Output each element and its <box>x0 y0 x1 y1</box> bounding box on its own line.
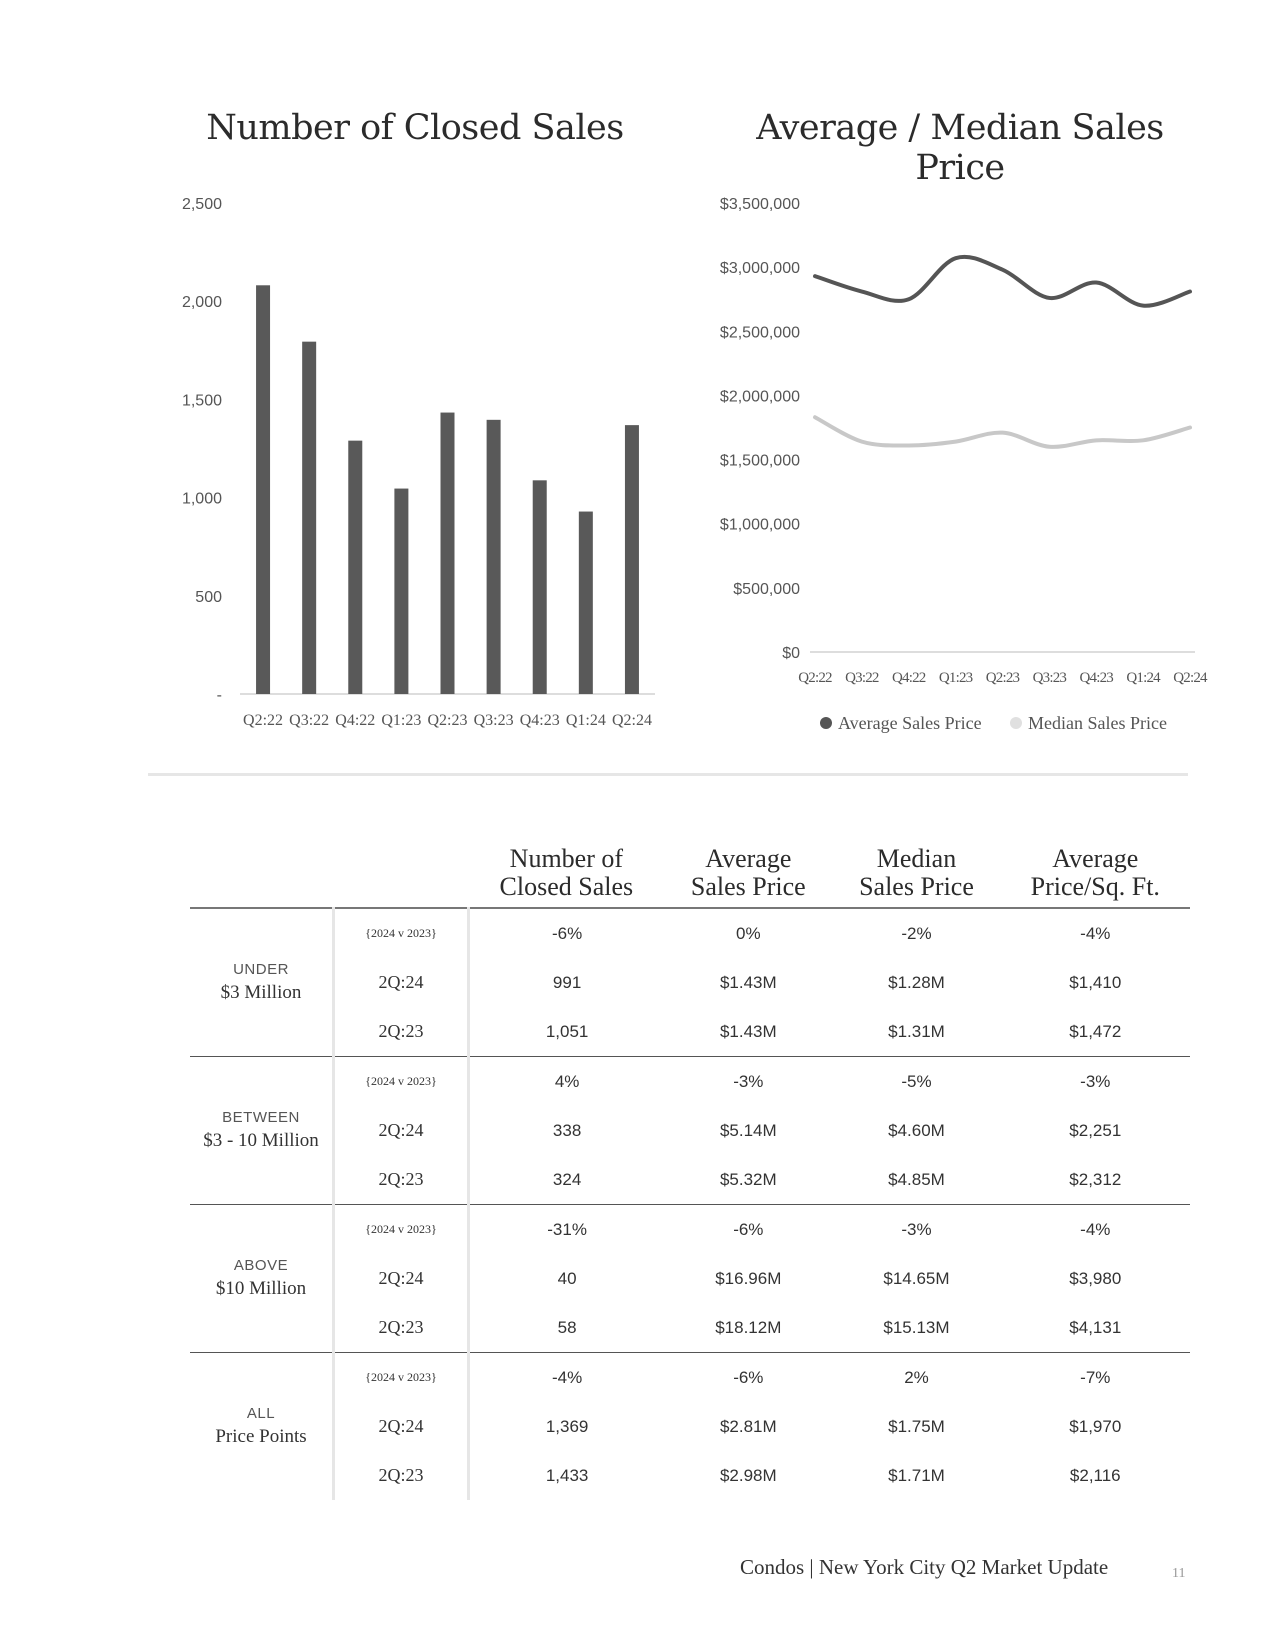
closed-sales-chart <box>0 0 680 740</box>
table-cell: -3% <box>733 1071 764 1091</box>
table-cell: $5.14M <box>719 1120 777 1140</box>
price-group <box>190 1057 1190 1205</box>
x-tick-label: Q1:23 <box>381 712 422 729</box>
table-cell: -3% <box>1080 1071 1111 1091</box>
table-cell: -4% <box>551 1367 583 1387</box>
table-cell: -5% <box>901 1071 932 1091</box>
group-label-bottom: $3 Million <box>220 982 302 1003</box>
table-cell: 324 <box>552 1169 582 1189</box>
x-tick-label: Q4:23 <box>519 712 560 729</box>
table-cell: $2.81M <box>719 1416 777 1436</box>
table-cell: 991 <box>552 972 582 992</box>
price-group <box>190 1353 1190 1501</box>
table-row <box>190 908 1190 958</box>
y-tick-label: 2,500 <box>181 196 222 213</box>
group-label-top: UNDER <box>233 961 289 978</box>
table-cell: -31% <box>547 1219 587 1239</box>
period-label: {2024 v 2023} <box>334 1353 469 1403</box>
table-row <box>190 1402 1190 1451</box>
group-label <box>190 1057 334 1205</box>
period-label: 2Q:24 <box>334 1106 469 1155</box>
table-row <box>190 1451 1190 1500</box>
table-cell: -2% <box>901 923 932 943</box>
table-row <box>190 1007 1190 1057</box>
x-tick-label: Q2:24 <box>611 712 652 729</box>
y-tick-label: $1,500,000 <box>719 452 800 470</box>
table-row <box>190 1353 1190 1403</box>
table-cell: $4,131 <box>1069 1317 1122 1337</box>
x-tick-label: Q3:23 <box>473 712 514 729</box>
period-label: 2Q:23 <box>334 1007 469 1057</box>
page-number: 11 <box>1172 1566 1186 1581</box>
group-label <box>190 908 334 1057</box>
y-tick-label: $3,000,000 <box>719 260 800 278</box>
bar <box>441 413 455 694</box>
column-header: Median Sales Price <box>859 844 974 901</box>
table-cell: -6% <box>551 923 583 943</box>
group-label-bottom: Price Points <box>215 1426 307 1447</box>
table-cell: $16.96M <box>715 1268 782 1288</box>
table-cell: -4% <box>1080 923 1111 943</box>
table-cell: $1.43M <box>719 972 777 992</box>
table-cell: 0% <box>736 923 761 943</box>
table-cell: $4.60M <box>888 1120 945 1140</box>
price-group <box>190 908 1190 1057</box>
market-table <box>190 845 1190 1500</box>
table-cell: $1.75M <box>888 1416 945 1436</box>
group-label-top: ALL <box>246 1405 276 1422</box>
y-tick-label: $2,000,000 <box>719 388 800 406</box>
table-cell: $2.98M <box>719 1465 777 1485</box>
table-row <box>190 1106 1190 1155</box>
y-tick-label: $500,000 <box>733 580 800 598</box>
bar <box>625 425 639 694</box>
period-label: 2Q:23 <box>334 1155 469 1205</box>
header-blank <box>334 845 469 908</box>
table-cell: $14.65M <box>883 1268 950 1288</box>
bar <box>256 285 270 694</box>
table-cell: 58 <box>557 1317 577 1337</box>
table-cell: $2,116 <box>1069 1465 1121 1485</box>
y-tick-label: 1,500 <box>181 392 222 410</box>
bar <box>394 489 408 694</box>
price-group <box>190 1205 1190 1353</box>
table-row <box>190 1254 1190 1303</box>
header-blank <box>190 845 334 908</box>
bar <box>487 420 501 694</box>
bar <box>302 342 316 694</box>
table-cell: $1.71M <box>888 1465 945 1485</box>
series-line-median <box>815 417 1190 447</box>
table-row <box>190 1205 1190 1255</box>
bar <box>533 480 547 694</box>
table-cell: -4% <box>1080 1219 1111 1239</box>
table-cell: -3% <box>901 1219 932 1239</box>
table-cell: 1,433 <box>545 1465 589 1485</box>
table-cell: -6% <box>733 1367 764 1387</box>
group-label-top: ABOVE <box>233 1257 289 1274</box>
table-cell: $1,410 <box>1069 972 1122 992</box>
table-cell: -6% <box>733 1219 764 1239</box>
x-tick-label: Q3:23 <box>1032 670 1067 686</box>
x-tick-label: Q1:24 <box>565 712 606 729</box>
table-row <box>190 1303 1190 1353</box>
table-cell: -7% <box>1080 1367 1111 1387</box>
x-tick-label: Q4:23 <box>1079 670 1114 686</box>
table-row <box>190 1155 1190 1205</box>
period-label: 2Q:23 <box>334 1451 469 1500</box>
group-label-bottom: $10 Million <box>215 1278 307 1299</box>
x-tick-label: Q2:22 <box>243 712 284 729</box>
period-label: 2Q:24 <box>334 1254 469 1303</box>
x-tick-label: Q1:23 <box>938 670 973 686</box>
bar <box>579 512 593 694</box>
table-header-row <box>190 845 1190 908</box>
table-cell: $1.43M <box>719 1021 777 1041</box>
y-tick-label: 500 <box>195 588 222 606</box>
table-row <box>190 958 1190 1007</box>
period-label: {2024 v 2023} <box>334 1057 469 1107</box>
x-tick-label: Q3:22 <box>289 712 330 729</box>
x-tick-label: Q2:24 <box>1173 670 1207 686</box>
x-tick-label: Q3:22 <box>845 670 879 686</box>
y-tick-label: - <box>216 687 222 704</box>
table-cell: 1,369 <box>545 1416 589 1436</box>
table-cell: $1.28M <box>888 972 945 992</box>
x-tick-label: Q4:22 <box>891 670 926 686</box>
table-cell: $1,472 <box>1069 1021 1122 1041</box>
closed-sales-title: Number of Closed Sales <box>206 108 624 148</box>
table-cell: 338 <box>552 1120 582 1140</box>
x-tick-label: Q2:23 <box>985 670 1020 686</box>
legend-marker <box>820 717 832 729</box>
table-cell: $2,312 <box>1069 1169 1122 1189</box>
y-tick-label: $3,500,000 <box>719 196 800 213</box>
group-label-top: BETWEEN <box>222 1109 300 1126</box>
table-cell: 4% <box>554 1071 580 1091</box>
legend-label: Average Sales Price <box>838 713 982 733</box>
footer-text: Condos | New York City Q2 Market Update <box>740 1555 1109 1579</box>
table-cell: 1,051 <box>545 1021 589 1041</box>
series-line-average <box>815 257 1190 306</box>
y-tick-label: $2,500,000 <box>719 324 800 342</box>
group-label <box>190 1353 334 1501</box>
period-label: 2Q:24 <box>334 1402 469 1451</box>
table-cell: 40 <box>557 1268 577 1288</box>
table-cell: $3,980 <box>1069 1268 1122 1288</box>
y-tick-label: 2,000 <box>181 294 222 312</box>
table-cell: $2,251 <box>1069 1120 1122 1140</box>
y-tick-label: $0 <box>782 645 800 662</box>
y-tick-label: $1,000,000 <box>719 516 800 534</box>
x-tick-label: Q2:22 <box>798 670 832 686</box>
group-label-bottom: $3 - 10 Million <box>203 1130 319 1151</box>
x-tick-label: Q1:24 <box>1126 670 1160 686</box>
price-chart <box>660 0 1275 740</box>
x-tick-label: Q4:22 <box>335 712 376 729</box>
bar <box>348 441 362 694</box>
legend-marker <box>1010 717 1022 729</box>
x-tick-label: Q2:23 <box>427 712 468 729</box>
section-divider <box>148 773 1188 776</box>
period-label: {2024 v 2023} <box>334 908 469 958</box>
column-header: Number of Closed Sales <box>499 844 634 901</box>
table-cell: $15.13M <box>883 1317 950 1337</box>
period-label: {2024 v 2023} <box>334 1205 469 1255</box>
table-cell: $1,970 <box>1069 1416 1122 1436</box>
table-cell: $18.12M <box>715 1317 782 1337</box>
column-header: Average Sales Price <box>690 844 806 901</box>
column-header: Average Price/Sq. Ft. <box>1030 844 1160 901</box>
table-row <box>190 1057 1190 1107</box>
table-cell: 2% <box>904 1367 929 1387</box>
period-label: 2Q:23 <box>334 1303 469 1353</box>
y-tick-label: 1,000 <box>181 490 222 508</box>
group-label <box>190 1205 334 1353</box>
table-cell: $5.32M <box>719 1169 777 1189</box>
legend-label: Median Sales Price <box>1028 713 1167 733</box>
price-chart-title: Average / Median Sales Price <box>756 108 1164 188</box>
table-cell: $1.31M <box>888 1021 945 1041</box>
table-cell: $4.85M <box>888 1169 945 1189</box>
period-label: 2Q:24 <box>334 958 469 1007</box>
